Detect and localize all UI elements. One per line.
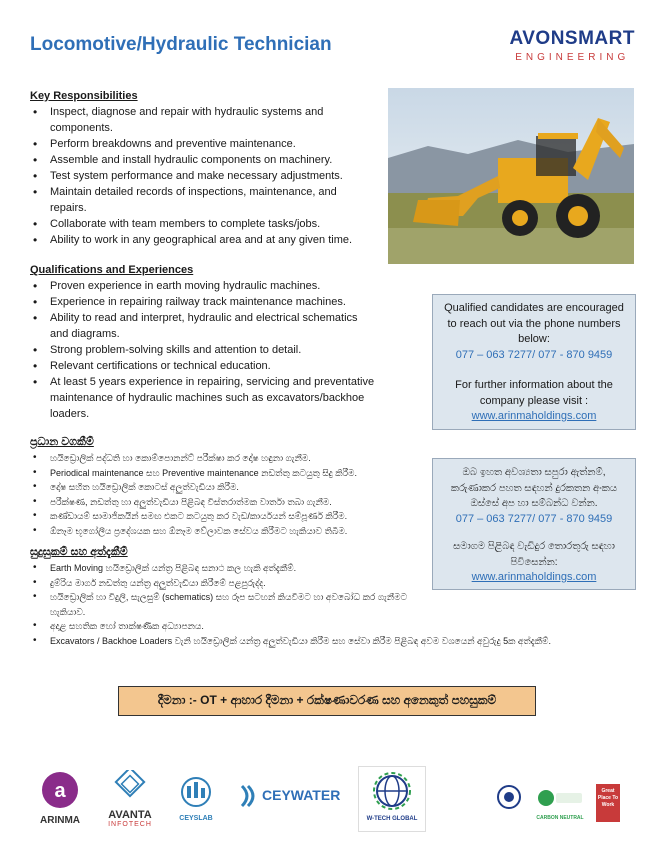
sinhala-responsibilities-section (30, 436, 430, 538)
list-item: • Inspect, diagnose and repair with hydraulic systems and components. (30, 104, 370, 136)
list-item: • Ability to read and interpret, hydraulic and electrical schematics and diagrams. (30, 310, 370, 342)
sinhala-responsibilities-heading: ප්‍රධාන වගකීම් (30, 436, 94, 448)
website-intro-sinhala: සමාගම පිළිබඳ වැඩිදුර තොරතුරු සඳහා පිවිසෙන්න: (453, 541, 615, 568)
contact-box-english (432, 294, 636, 430)
list-item: • හයිඩ්‍රොලික් පද්ධති හා කොම්පොනන්ට් පරීක්ෂා කර දෝෂ හඳුනා ගැනීම. (30, 451, 430, 466)
list-item: • Periodical maintenance සහ Preventive maintenance නඩත්තු කටයුතු සිදු කිරීම. (30, 466, 430, 481)
wtech-label: W-TECH GLOBAL (366, 816, 418, 822)
list-item: • අදාළ සහතික හෝ තාක්ෂණික අධ්‍යාපනය. (30, 619, 610, 634)
website-link-sinhala[interactable]: www.arinmaholdings.com (471, 571, 597, 583)
page-title: Locomotive/Hydraulic Technician (30, 34, 332, 55)
list-item: • Earth Moving හයිඩ්‍රොලික් යන්ත්‍ර පිළිබඳ සනාථ කල හැකි අත්දැකීම්. (30, 561, 610, 576)
responsibilities-section (30, 90, 370, 248)
contact-intro: Qualified candidates are encouraged to reach out via the phone numbers below: (444, 302, 624, 345)
arinma-icon (40, 770, 80, 810)
avanta-label: AVANTA (108, 809, 152, 821)
list-item: • Strong problem-solving skills and attention to detail. (30, 342, 410, 358)
list-item: • At least 5 years experience in repairing, servicing and preventative maintenance of hydraulic machines such as excavators/backhoe loaders. (30, 374, 400, 422)
ceywater-logo (238, 780, 348, 815)
globe-icon (372, 771, 412, 811)
carbon-neutral-badge (534, 786, 586, 821)
avanta-icon (112, 770, 148, 804)
website-intro: For further information about the company please visit : (455, 379, 613, 407)
list-item: • Test system performance and make necessary adjustments. (30, 168, 370, 184)
list-item: • Maintain detailed records of inspections, maintenance, and repairs. (30, 184, 370, 216)
seal-icon (496, 784, 522, 810)
website-link[interactable]: www.arinmaholdings.com (471, 410, 597, 422)
list-item: • Perform breakdowns and preventive maintenance. (30, 136, 370, 152)
backhoe-loader-photo (388, 88, 634, 264)
svg-text:a: a (54, 780, 66, 802)
ceywater-label: CEYWATER (262, 787, 341, 803)
brand-subtitle: ENGINEERING (515, 52, 630, 63)
list-item: • හයිඩ්‍රොලික් හා විදුලි, සැලසුම් (schematics) සහ රූප සටහන් කියවීමට හා අවබෝධ කර ගැනීමට හැකියාව. (30, 590, 430, 619)
gptw-label: Great Place To Work (597, 788, 619, 808)
list-item: • දුම්රිය මාර්ග නඩත්තු යන්ත්‍ර අලුත්වැඩියා කිරීමේ පළපුරුද්ද. (30, 576, 610, 591)
arinma-label: ARINMA (40, 815, 80, 826)
sinhala-qualifications-section (30, 546, 610, 648)
ceyslab-label: CEYSLAB (179, 815, 213, 822)
partner-logos (0, 770, 653, 840)
avanta-logo (102, 770, 158, 828)
list-item: • Experience in repairing railway track maintenance machines. (30, 294, 410, 310)
list-item: • Ability to work in any geographical area and at any given time. (30, 232, 370, 248)
benefits-banner: දීමනා :- OT + ආහාර දීමනා + රක්ෂණාවරණ සහ අනෙකුත් පහසුකම් (118, 686, 536, 716)
certification-seal (494, 784, 524, 815)
sinhala-qualifications-heading: සුදුසුකම් සහ අත්දැකීම් (30, 546, 128, 558)
phone-numbers-sinhala[interactable]: 077 – 063 7277/ 077 - 870 9459 (455, 512, 613, 525)
qualifications-section (30, 264, 410, 422)
avanta-sublabel: INFOTECH (108, 821, 152, 828)
carbon-icon (536, 786, 584, 810)
contact-intro-sinhala: ඔබ ඉහත අවශ්‍යතා සපුරා ඇත්නම්, කරුණාකර පහත සඳහන් දුරකතන අංකය ඔස්සේ අප හා සම්බන්ධ වන්න. (450, 467, 618, 509)
list-item: • Proven experience in earth moving hydraulic machines. (30, 278, 410, 294)
list-item: • Excavators / Backhoe Loaders වැනි හයිඩ්‍රොලික් යන්ත්‍ර අලුත්වැඩියා කිරීම සහ සේවා කිරීම පිළිබඳ අවම වශයෙන් අවුරුදු 5ක අත්දැකීම්. (30, 634, 610, 649)
list-item: • Collaborate with team members to complete tasks/jobs. (30, 216, 370, 232)
responsibilities-heading: Key Responsibilities (30, 90, 138, 102)
arinma-logo (30, 770, 90, 826)
ceyslab-icon (173, 774, 219, 810)
brand-name: AVONSMART (509, 28, 635, 49)
list-item: • Assemble and install hydraulic components on machinery. (30, 152, 370, 168)
great-place-to-work-badge (596, 784, 620, 822)
phone-numbers[interactable]: 077 – 063 7277/ 077 - 870 9459 (455, 348, 613, 361)
list-item: • Relevant certifications or technical education. (30, 358, 410, 374)
list-item: • කණ්ඩායම් සාමාජිකයින් සමඟ එකට කටයුතු කර වැඩ/කාර්යයන් සම්පූර්ණ කිරීම. (30, 509, 430, 524)
list-item: • ඕනෑම භූගෝලීය ප්‍රදේශයක සහ ඕනෑම වේලාවක සේවය කිරීමට හැකියාව තිබීම. (30, 524, 430, 539)
carbon-label: CARBON NEUTRAL (536, 815, 584, 821)
wtech-logo (358, 766, 426, 832)
list-item: • දෝෂ සහිත හයිඩ්‍රොලික් කොටස් අලුත්වැඩියා කිරීම. (30, 480, 430, 495)
list-item: • පරීක්ෂණ, නඩත්තු හා අලුත්වැඩියා පිළිබඳ විස්තරාත්මක වාර්තා තබා ගැනීම. (30, 495, 430, 510)
avonsmart-logo (509, 28, 635, 63)
ceyslab-logo (168, 774, 224, 822)
qualifications-heading: Qualifications and Experiences (30, 264, 194, 276)
